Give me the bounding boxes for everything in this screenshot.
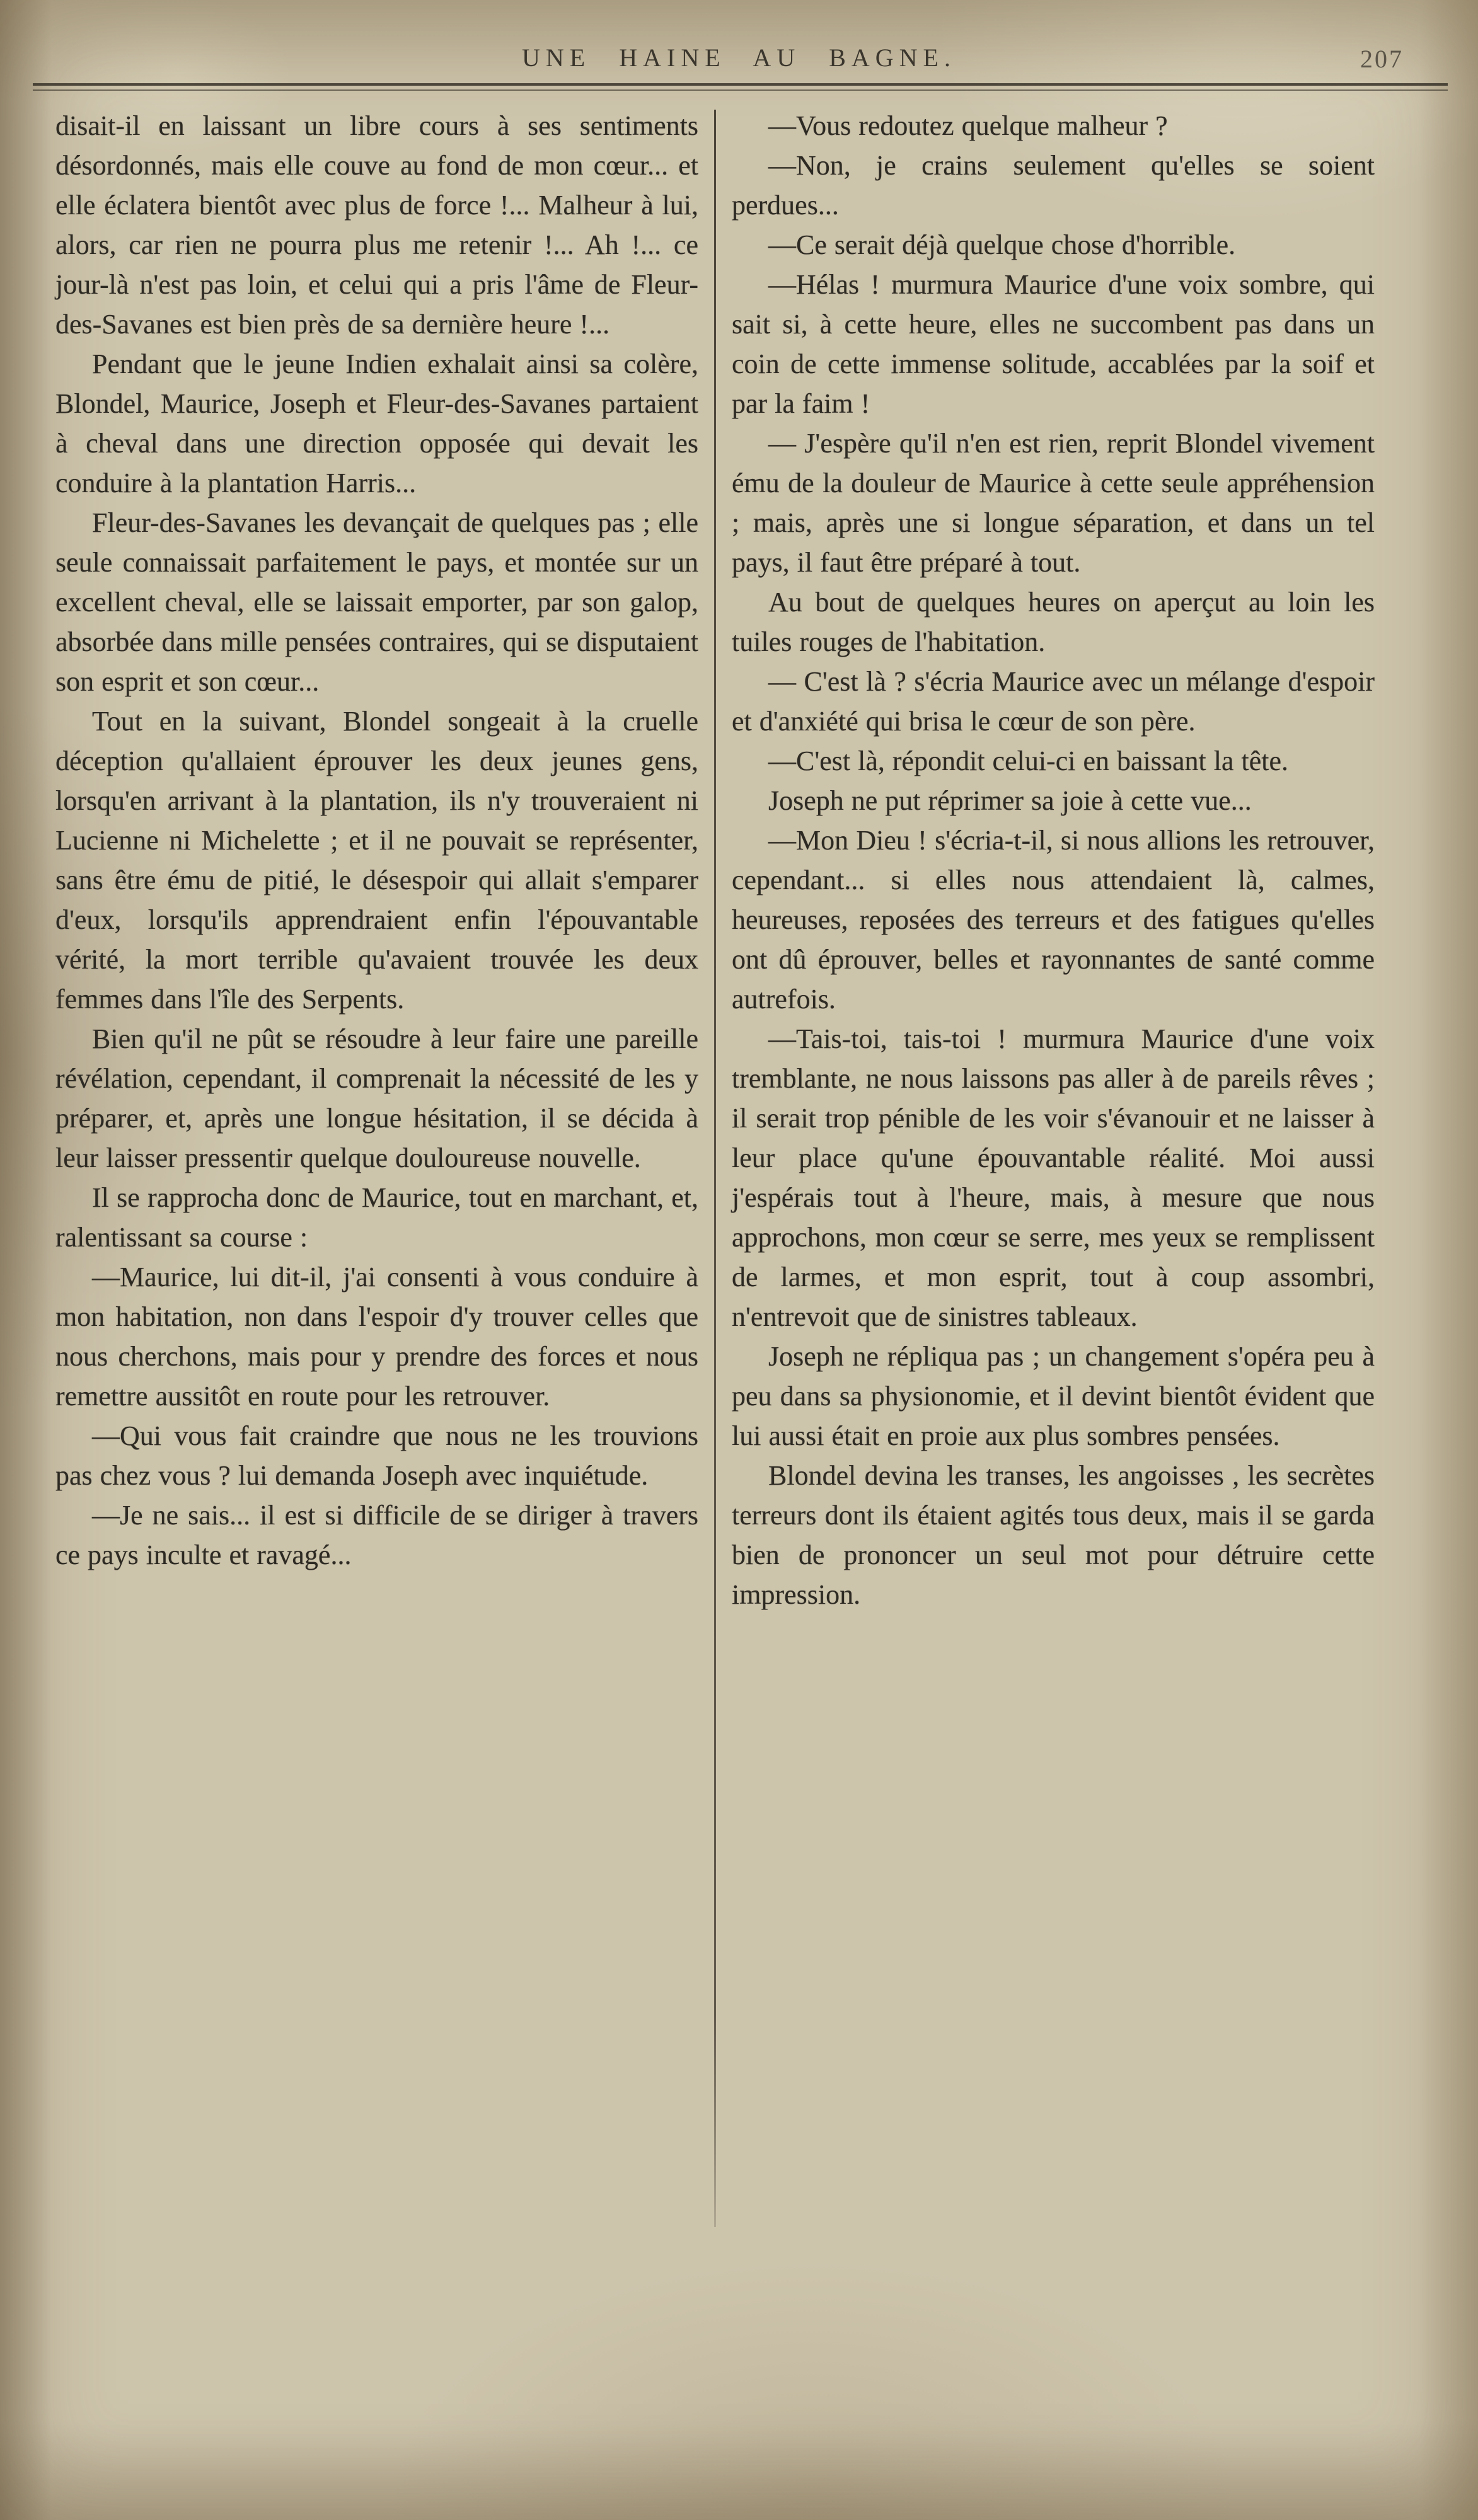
paragraph: disait-il en laissant un libre cours à ses sentiments désordonnés, mais elle couve au fond de mon cœur... et elle éclatera bientôt avec plus de force !... Malheur à lui, alors, car rien ne pourra plus me retenir !... Ah !... ce jour-là n'est pas loin, et celui qui a pris l'âme de Fleur-des-Savanes est bien près de sa dernière heure !... [55,110,698,340]
page-number: 207 [1360,45,1404,73]
paragraph: —Maurice, lui dit-il, j'ai consenti à vous conduire à mon habitation, non dans l'espoir d'y trouver celles que nous cherchons, mais pour y prendre des forces et nous remettre aussitôt en route pour les retrouver. [55,1262,698,1412]
paragraph: —Hélas ! murmura Maurice d'une voix sombre, qui sait si, à cette heure, elles ne succombent pas dans un coin de cette immense solitude, accablées par la soif et par la faim ! [732,269,1375,419]
paragraph: — J'espère qu'il n'en est rien, reprit Blondel vivement ému de la douleur de Maurice à cette seule appréhension ; mais, après une si longue séparation, et dans un tel pays, il faut être préparé à tout. [732,428,1375,578]
text-columns [55,106,1423,2227]
paragraph: —Vous redoutez quelque malheur ? [768,110,1168,141]
paragraph: —Je ne sais... il est si difficile de se diriger à travers ce pays inculte et ravagé... [55,1500,698,1570]
page-title: UNE HAINE AU BAGNE. [522,43,956,72]
paragraph: Au bout de quelques heures on aperçut au loin les tuiles rouges de l'habitation. [732,587,1375,657]
paragraph: —Qui vous fait craindre que nous ne les trouvions pas chez vous ? lui demanda Joseph avec inquiétude. [55,1420,698,1491]
paragraph: Blondel devina les transes, les angoisses , les secrètes terreurs dont ils étaient agités tous deux, mais il se garda bien de prononcer un seul mot pour détruire cette impression. [732,1460,1375,1610]
column-divider [714,110,716,2227]
paragraph: Joseph ne put réprimer sa joie à cette vue... [768,785,1252,816]
paragraph: Fleur-des-Savanes les devançait de quelques pas ; elle seule connaissait parfaitement le pays, et montée sur un excellent cheval, elle se laissait emporter, par son galop, absorbée dans mille pensées contraires, qui se disputaient son esprit et son cœur... [55,507,698,697]
column-left [55,106,698,1575]
header-rule [33,83,1448,91]
running-head [0,43,1478,76]
paragraph: —Tais-toi, tais-toi ! murmura Maurice d'une voix tremblante, ne nous laissons pas aller à de pareils rêves ; il serait trop pénible de les voir s'évanouir et ne laisser à leur place qu'une épouvantable réalité. Moi aussi j'espérais tout à l'heure, mais, à mesure que nous approchons, mon cœur se serre, mes yeux se remplissent de larmes, et mon esprit, tout à coup assombri, n'entrevoit que de sinistres tableaux. [732,1023,1375,1332]
paragraph: Il se rapprocha donc de Maurice, tout en marchant, et, ralentissant sa course : [55,1182,698,1253]
paragraph: Bien qu'il ne pût se résoudre à leur faire une pareille révélation, cependant, il comprenait la nécessité de les y préparer, et, après une longue hésitation, il se décida à leur laisser pressentir quelque douloureuse nouvelle. [55,1023,698,1173]
paragraph: Tout en la suivant, Blondel songeait à la cruelle déception qu'allaient éprouver les deux jeunes gens, lorsqu'en arrivant à la plantation, ils n'y trouveraient ni Lucienne ni Michelette ; et il ne pouvait se représenter, sans être ému de pitié, le désespoir qui allait s'emparer d'eux, lorsqu'ils apprendraient enfin l'épouvantable vérité, la mort terrible qu'avaient trouvée les deux femmes dans l'île des Serpents. [55,706,698,1015]
paragraph: —Ce serait déjà quelque chose d'horrible. [768,229,1236,260]
column-right [732,106,1375,1614]
paragraph: — C'est là ? s'écria Maurice avec un mélange d'espoir et d'anxiété qui brisa le cœur de son père. [732,666,1375,737]
paragraph: —Non, je crains seulement qu'elles se soient perdues... [732,150,1375,221]
paragraph: —Mon Dieu ! s'écria-t-il, si nous allions les retrouver, cependant... si elles nous attendaient là, calmes, heureuses, reposées des terreurs et des fatigues qu'elles ont dû éprouver, belles et rayonnantes de santé comme autrefois. [732,825,1375,1015]
paragraph: —C'est là, répondit celui-ci en baissant la tête. [768,745,1288,776]
paragraph: Joseph ne répliqua pas ; un changement s'opéra peu à peu dans sa physionomie, et il devint bientôt évident que lui aussi était en proie aux plus sombres pensées. [732,1341,1375,1451]
paragraph: Pendant que le jeune Indien exhalait ainsi sa colère, Blondel, Maurice, Joseph et Fleur-des-Savanes partaient à cheval dans une direction opposée qui devait les conduire à la plantation Harris... [55,348,698,498]
